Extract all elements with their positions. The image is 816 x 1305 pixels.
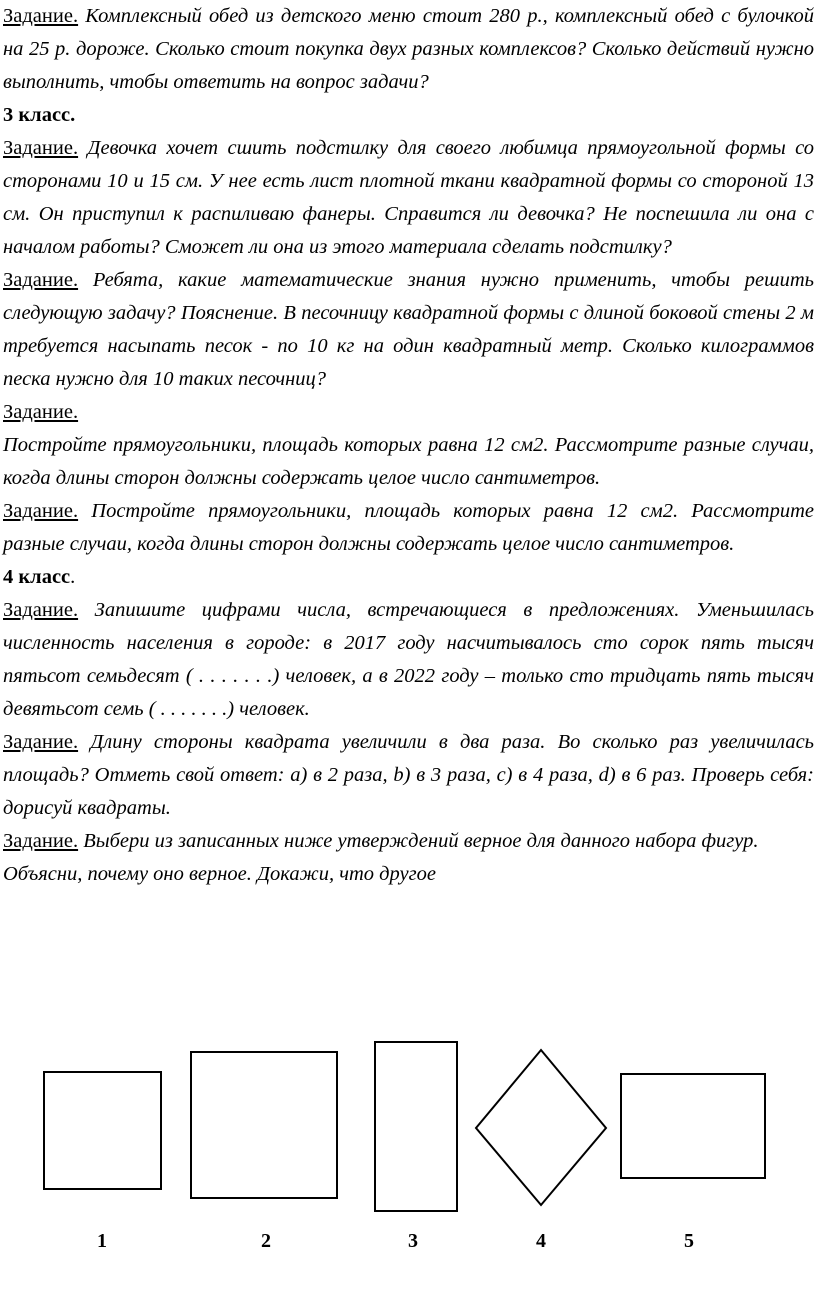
task-label: Задание. <box>3 500 79 522</box>
grade4-heading-suffix: . <box>70 566 76 588</box>
figure-rhombus-4 <box>476 1050 606 1205</box>
figure-label-1: 1 <box>97 1230 107 1252</box>
grade4-heading <box>3 561 814 594</box>
figure-square-2 <box>191 1052 337 1198</box>
task-label: Задание. <box>3 269 79 291</box>
task-label: Задание. <box>3 830 79 852</box>
task-label: Задание. <box>3 731 79 753</box>
figure-rectangle-5 <box>621 1074 765 1178</box>
task-paragraph <box>3 594 814 726</box>
task-text: Ребята, какие математические знания нужно применить, чтобы решить следующую задачу? Пояснение. В песочницу квадратной формы с длиной боковой стены 2 м требуется насыпать песок - по 10 кг на один квадратный метр. Сколько килограммов песка нужно для 10 таких песочниц? <box>3 269 814 390</box>
figure-label-2: 2 <box>261 1230 271 1252</box>
task-label: Задание. <box>3 5 79 27</box>
task-text: Постройте прямоугольники, площадь которых равна 12 см2. Рассмотрите разные случаи, когда длины сторон должны содержать целое число сантиметров. <box>3 434 814 489</box>
task-label: Задание. <box>3 137 79 159</box>
task-text: Постройте прямоугольники, площадь которых равна 12 см2. Рассмотрите разные случаи, когда длины сторон должны содержать целое число сантиметров. <box>3 500 814 555</box>
figure-label-5: 5 <box>684 1230 694 1252</box>
figure-label-4: 4 <box>536 1230 546 1252</box>
task-paragraph <box>3 132 814 264</box>
figure-label-3: 3 <box>408 1230 418 1252</box>
grade4-heading-text: 4 класс <box>3 566 71 588</box>
task-label-line <box>3 396 814 429</box>
task-text: Запишите цифрами числа, встречающиеся в предложениях. Уменьшилась численность населения в городе: в 2017 году насчитывалось сто сорок пять тысяч пятьсот семьдесят ( . . . . . . .) человек, а в 2022 году – только сто тридцать пять тысяч девятьсот семь ( . . . . . . .) человек. <box>3 599 814 720</box>
task-text: Длину стороны квадрата увеличили в два раза. Во сколько раз увеличилась площадь? Отметь свой ответ: а) в 2 раза, b) в 3 раза, c) в 4 раза, d) в 6 раз. Проверь себя: дорисуй квадраты. <box>3 731 814 819</box>
grade3-heading: 3 класс. <box>3 104 76 126</box>
document <box>3 0 814 891</box>
task-label: Задание. <box>3 599 79 621</box>
task-text: Комплексный обед из детского меню стоит 280 р., комплексный обед с булочкой на 25 р. дороже. Сколько стоит покупка двух разных комплексов? Сколько действий нужно выполнить, чтобы ответить на вопрос задачи? <box>3 5 814 93</box>
figure-set <box>0 1030 816 1270</box>
task-paragraph <box>3 429 814 495</box>
task-text: Девочка хочет сшить подстилку для своего любимца прямоугольной формы со сторонами 10 и 15 см. У нее есть лист плотной ткани квадратной формы со стороной 13 см. Он приступил к распиливаю фанеры. Справится ли девочка? Не поспешила ли она с началом работы? Сможет ли она из этого материала сделать подстилку? <box>3 137 814 258</box>
task-text: Выбери из записанных ниже утверждений верное для данного набора фигур. Объясни, почему оно верное. Докажи, что другое <box>3 830 759 885</box>
figures-svg <box>0 1030 816 1270</box>
task-paragraph <box>3 0 814 99</box>
task-label: Задание. <box>3 401 79 423</box>
task-paragraph <box>3 726 814 825</box>
figure-rectangle-3 <box>375 1042 457 1211</box>
task-paragraph <box>3 264 814 396</box>
task-paragraph <box>3 825 814 891</box>
figure-square-1 <box>44 1072 161 1189</box>
task-paragraph <box>3 495 814 561</box>
